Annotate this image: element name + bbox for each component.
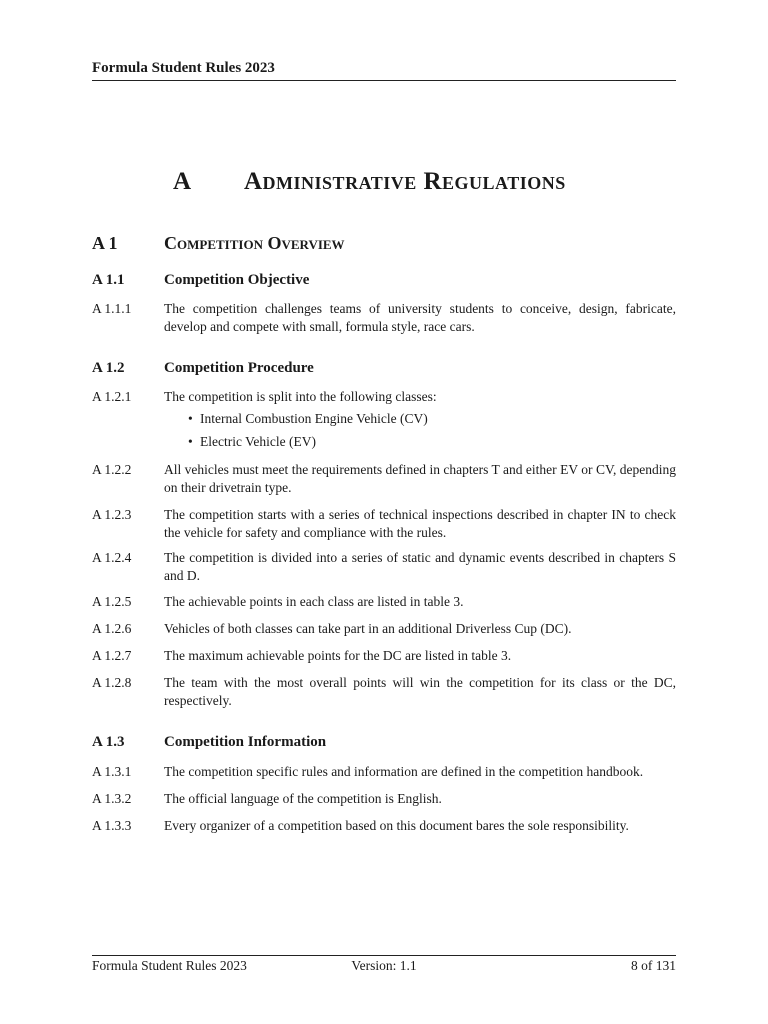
class-list [188, 410, 428, 456]
subsection-title: Competition Information [164, 734, 327, 750]
rule-item [92, 388, 676, 406]
rule-item [92, 790, 676, 808]
rule-number: A 1.3.1 [92, 764, 132, 779]
bullet-icon: • [188, 411, 193, 426]
list-item [188, 410, 428, 428]
rule-item [92, 300, 676, 336]
rule-number: A 1.2.5 [92, 594, 132, 609]
section-title: Competition Overview [164, 233, 345, 253]
rule-number: A 1.1.1 [92, 301, 132, 316]
rule-text: Vehicles of both classes can take part in an additional Driverless Cup (DC). [164, 621, 572, 636]
rule-item [92, 647, 676, 665]
rule-number: A 1.3.3 [92, 818, 132, 833]
rule-text: The competition specific rules and information are defined in the competition handbook. [164, 764, 644, 779]
rule-number: A 1.2.6 [92, 621, 132, 636]
subsection-number: A 1.1 [92, 272, 125, 288]
rule-number: A 1.2.2 [92, 462, 132, 477]
rule-text: The competition is split into the following classes: [164, 389, 437, 404]
rule-item [92, 620, 676, 638]
rule-item [92, 461, 676, 497]
footer-page-number: 8 of 131 [631, 958, 677, 973]
subsection-heading [92, 272, 676, 289]
rule-item [92, 593, 676, 611]
footer-doc-title: Formula Student Rules 2023 [92, 958, 247, 973]
rule-text: The team with the most overall points will win the competition for its class or the DC, respectively. [164, 675, 676, 708]
rule-text: All vehicles must meet the requirements defined in chapters T and either EV or CV, depending on their drivetrain type. [164, 462, 676, 495]
rule-item [92, 817, 676, 835]
rule-item [92, 506, 676, 542]
rule-number: A 1.2.7 [92, 648, 132, 663]
rule-text: The official language of the competition is English. [164, 791, 442, 806]
rule-number: A 1.3.2 [92, 791, 132, 806]
subsection-number: A 1.3 [92, 734, 125, 750]
page-footer [92, 955, 676, 974]
rule-text: The competition challenges teams of university students to conceive, design, fabricate, develop and compete with small, formula style, race cars. [164, 301, 676, 334]
subsection-heading [92, 360, 676, 377]
rule-text: Every organizer of a competition based on this document bares the sole responsibility. [164, 818, 629, 833]
class-name: Electric Vehicle (EV) [200, 434, 316, 449]
subsection-title: Competition Objective [164, 272, 310, 288]
section-heading [92, 233, 676, 254]
rule-item [92, 549, 676, 585]
list-item [188, 433, 428, 451]
rule-number: A 1.2.3 [92, 507, 132, 522]
subsection-heading [92, 734, 676, 751]
rule-number: A 1.2.8 [92, 675, 132, 690]
rule-item [92, 763, 676, 781]
rule-number: A 1.2.1 [92, 389, 132, 404]
footer-version: Version: 1.1 [351, 958, 417, 973]
section-number: A 1 [92, 233, 118, 253]
chapter-title-text: Administrative Regulations [244, 168, 566, 195]
rule-text: The competition is divided into a series of static and dynamic events described in chapters S and D. [164, 550, 676, 583]
subsection-title: Competition Procedure [164, 360, 314, 376]
chapter-title [173, 168, 566, 196]
rule-text: The achievable points in each class are listed in table 3. [164, 594, 464, 609]
rule-text: The maximum achievable points for the DC are listed in table 3. [164, 648, 512, 663]
chapter-letter: A [173, 168, 192, 195]
page-header: Formula Student Rules 2023 [92, 60, 676, 81]
rule-number: A 1.2.4 [92, 550, 132, 565]
class-name: Internal Combustion Engine Vehicle (CV) [200, 411, 428, 426]
rule-text: The competition starts with a series of technical inspections described in chapter IN to check the vehicle for safety and compliance with the rules. [164, 507, 676, 540]
rule-item [92, 674, 676, 710]
subsection-number: A 1.2 [92, 360, 125, 376]
bullet-icon: • [188, 434, 193, 449]
